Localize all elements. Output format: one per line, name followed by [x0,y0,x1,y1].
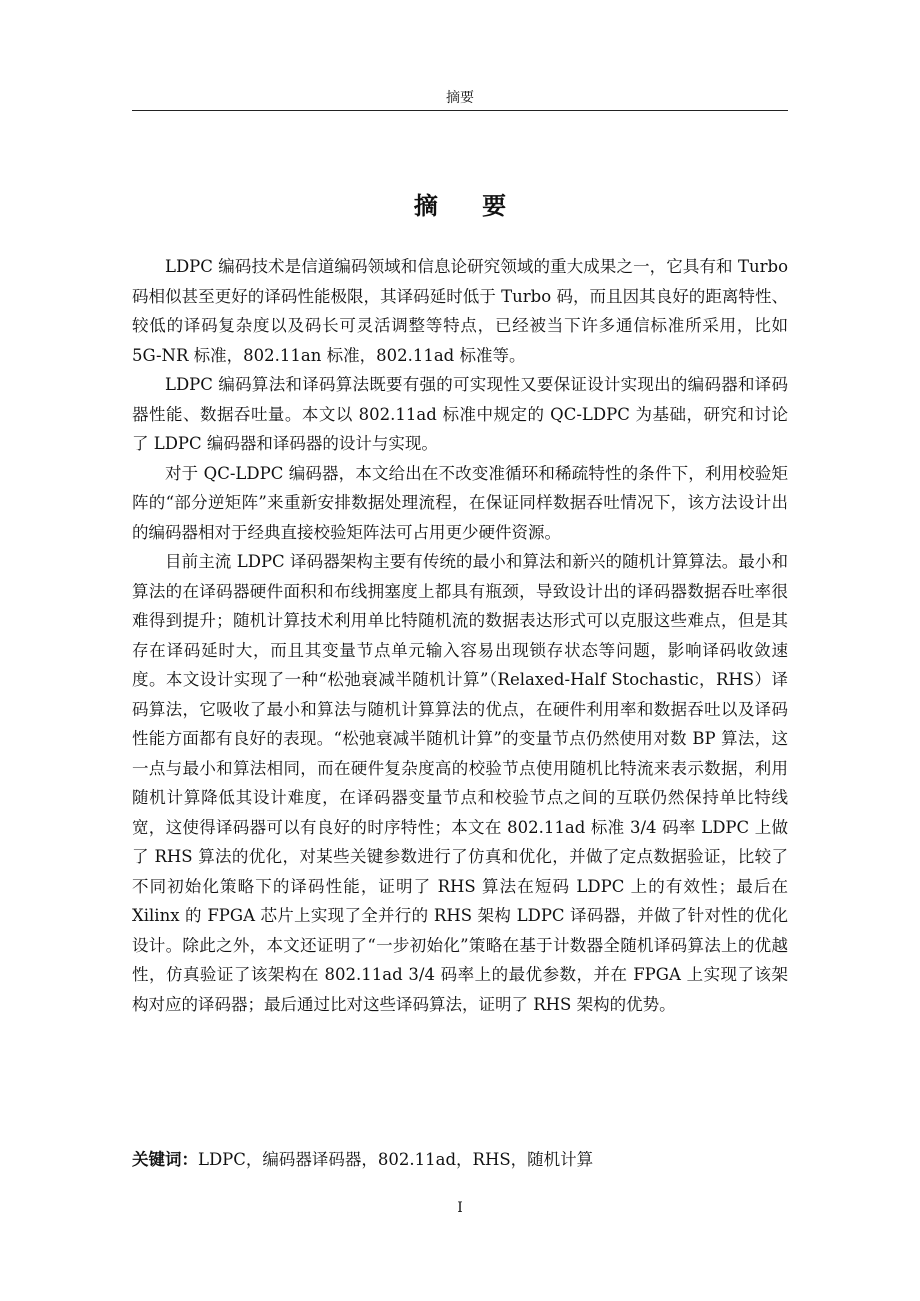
paragraph-4: 目前主流 LDPC 译码器架构主要有传统的最小和算法和新兴的随机计算算法。最小和算法的在译码器硬件面积和布线拥塞度上都具有瓶颈，导致设计出的译码器数据吞吐率很难得到提升；随机计算技术利用单比特随机流的数据表达形式可以克服这些难点，但是其存在译码延时大，而且其变量节点单元输入容易出现锁存状态等问题，影响译码收敛速度。本文设计实现了一种“松弛衰减半随机计算”（Relaxed-Half Stochastic，RHS）译码算法，它吸收了最小和算法与随机计算算法的优点，在硬件利用率和数据吞吐以及译码性能方面都有良好的表现。“松弛衰减半随机计算”的变量节点仍然使用对数 BP 算法，这一点与最小和算法相同，而在硬件复杂度高的校验节点使用随机比特流来表示数据，利用随机计算降低其设计难度，在译码器变量节点和校验节点之间的互联仍然保持单比特线宽，这使得译码器可以有良好的时序特性；本文在 802.11ad 标准 3/4 码率 LDPC 上做了 RHS 算法的优化，对某些关键参数进行了仿真和优化，并做了定点数据验证，比较了不同初始化策略下的译码性能，证明了 RHS 算法在短码 LDPC 上的有效性；最后在 Xilinx 的 FPGA 芯片上实现了全并行的 RHS 架构 LDPC 译码器，并做了针对性的优化设计。除此之外，本文还证明了“一步初始化”策略在基于计数器全随机译码算法上的优越性，仿真验证了该架构在 802.11ad 3/4 码率上的最优参数，并在 FPGA 上实现了该架构对应的译码器；最后通过比对这些译码算法，证明了 RHS 架构的优势。 [132,552,788,1014]
paragraph-3: 对于 QC-LDPC 编码器，本文给出在不改变准循环和稀疏特性的条件下，利用校验矩阵的“部分逆矩阵”来重新安排数据处理流程，在保证同样数据吞吐情况下，该方法设计出的编码器相对于经典直接校验矩阵法可占用更少硬件资源。 [132,463,788,542]
header-rule [132,110,788,111]
paragraph-1: LDPC 编码技术是信道编码领域和信息论研究领域的重大成果之一，它具有和 Turbo 码相似甚至更好的译码性能极限，其译码延时低于 Turbo 码，而且因其良好的距离特性、较低的译码复杂度以及码长可灵活调整等特点，已经被当下许多通信标准所采用，比如 5G-NR 标准，802.11an 标准，802.11ad 标准等。 [132,257,788,365]
running-header: 摘要 [446,90,474,106]
page-number: I [457,1200,463,1216]
abstract-body [132,252,788,1019]
keywords-line [132,1145,788,1175]
page-title: 摘 要 [413,191,525,220]
keywords-label: 关键词： [132,1150,198,1169]
paragraph-2: LDPC 编码算法和译码算法既要有强的可实现性又要保证设计实现出的编码器和译码器性能、数据吞吐量。本文以 802.11ad 标准中规定的 QC-LDPC 为基础，研究和讨论了 LDPC 编码器和译码器的设计与实现。 [132,375,788,453]
keywords-value: LDPC，编码器译码器，802.11ad，RHS，随机计算 [198,1150,594,1169]
